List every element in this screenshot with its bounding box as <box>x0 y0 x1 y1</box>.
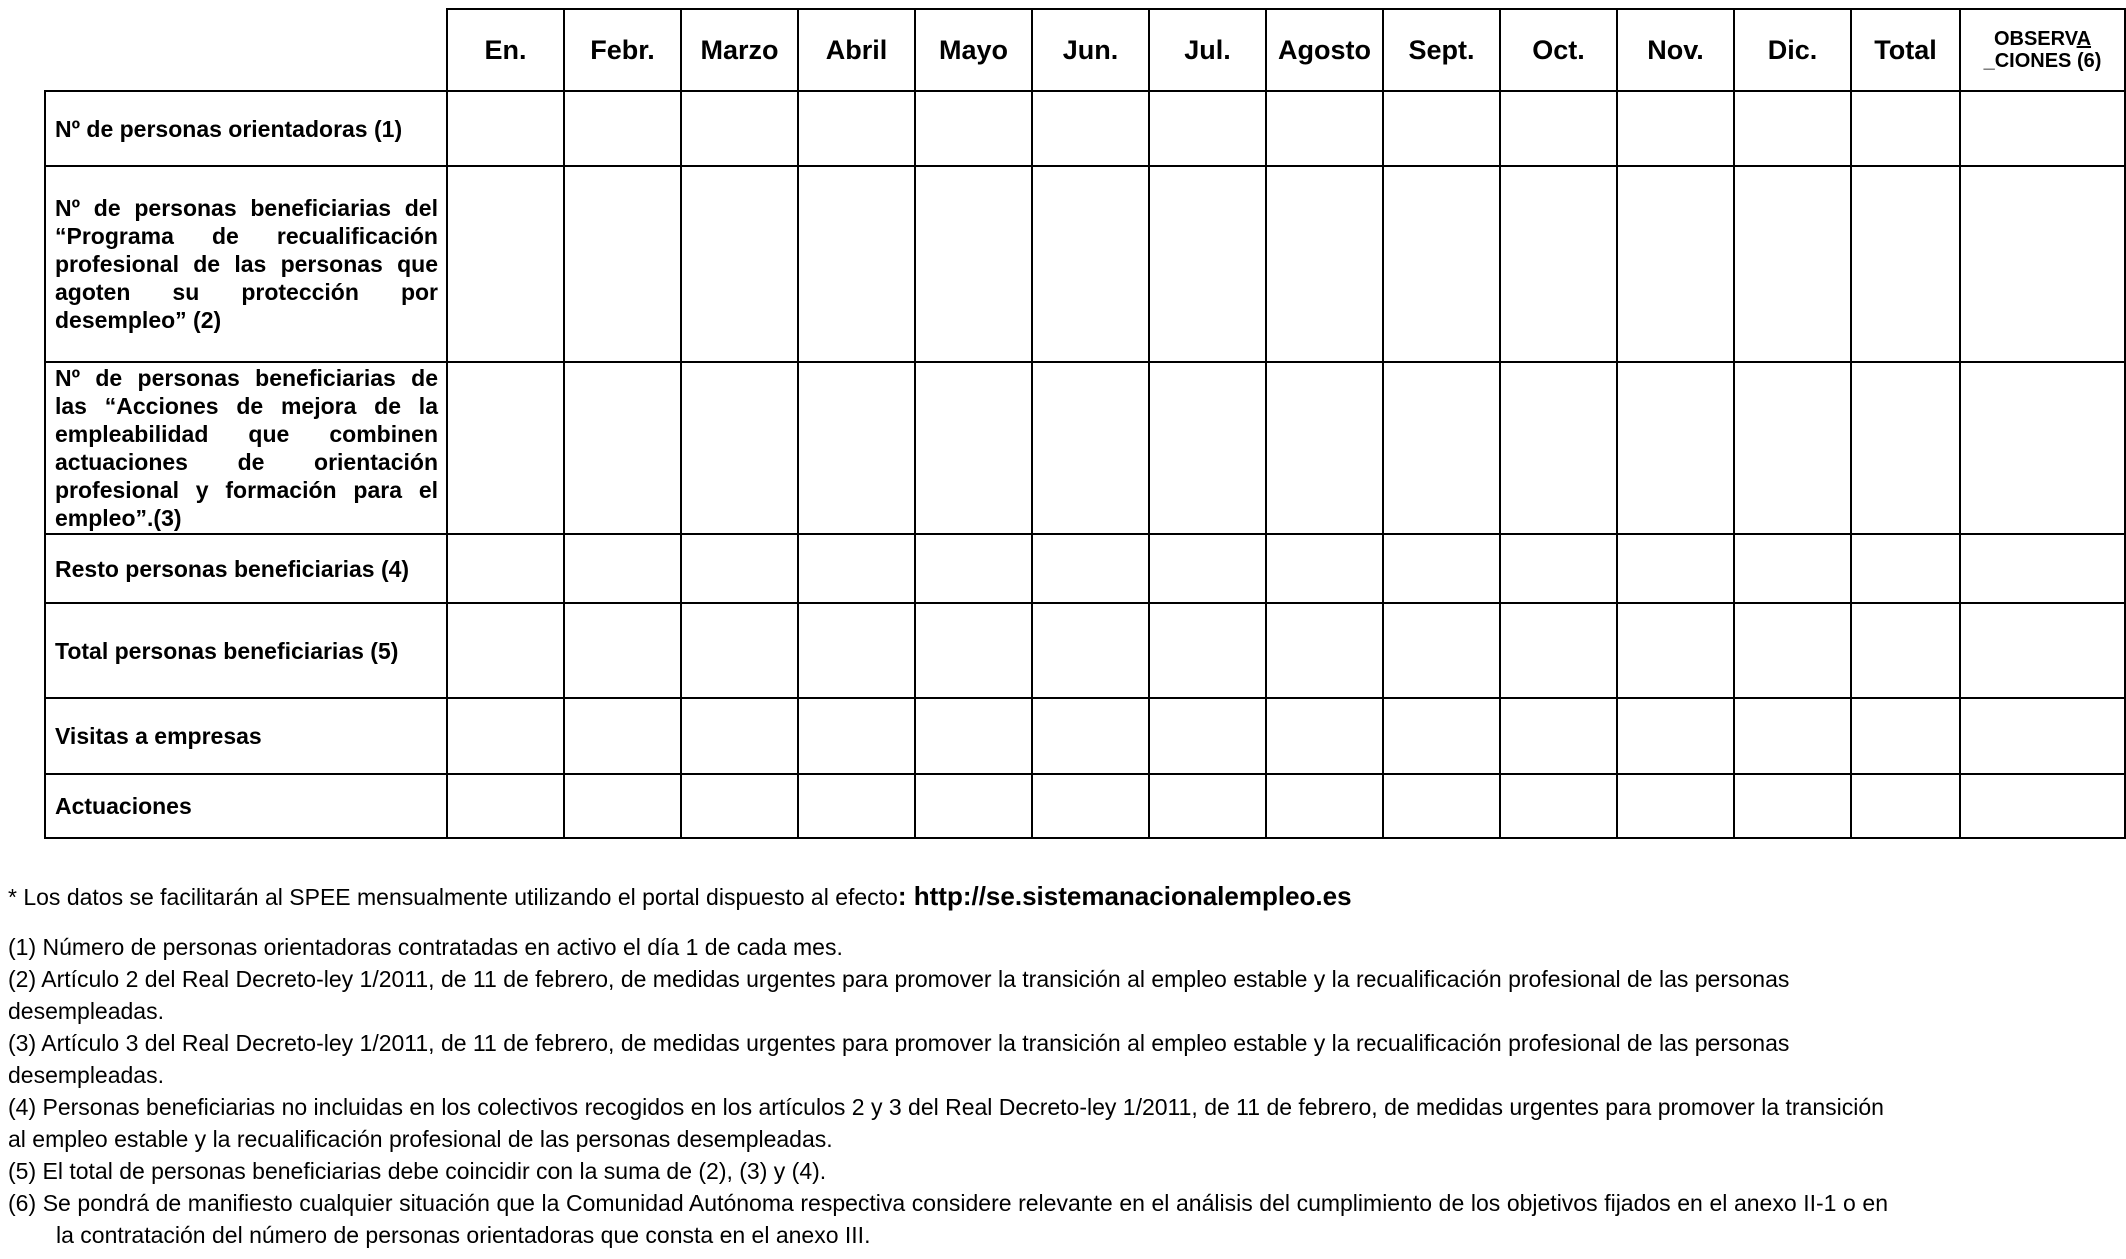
cell-junio <box>1032 166 1149 362</box>
cell-octubre <box>1500 166 1617 362</box>
header-month-septiembre: Sept. <box>1383 9 1500 91</box>
table-row <box>45 362 2125 534</box>
cell-mayo <box>915 698 1032 774</box>
cell-mayo <box>915 362 1032 534</box>
header-month-febrero: Febr. <box>564 9 681 91</box>
cell-total <box>1851 774 1960 838</box>
cell-febrero <box>564 362 681 534</box>
cell-agosto <box>1266 362 1383 534</box>
header-month-diciembre: Dic. <box>1734 9 1851 91</box>
cell-total <box>1851 603 1960 698</box>
cell-enero <box>447 362 564 534</box>
cell-noviembre <box>1617 534 1734 603</box>
footnote-2: (2) Artículo 2 del Real Decreto-ley 1/2011, de 11 de febrero, de medidas urgentes para promover la transición al empleo estable y la recualificación profesional de las personas desempleadas. <box>8 966 1790 1024</box>
table-body <box>45 91 2125 838</box>
observaciones-line1-underlined: A <box>2076 28 2092 50</box>
cell-diciembre <box>1734 603 1851 698</box>
header-month-marzo: Marzo <box>681 9 798 91</box>
cell-mayo <box>915 534 1032 603</box>
cell-febrero <box>564 603 681 698</box>
cell-mayo <box>915 603 1032 698</box>
header-month-abril: Abril <box>798 9 915 91</box>
table-row <box>45 603 2125 698</box>
cell-septiembre <box>1383 603 1500 698</box>
observaciones-line2: _CIONES (6) <box>1983 50 2102 72</box>
cell-agosto <box>1266 603 1383 698</box>
cell-observaciones <box>1960 362 2125 534</box>
observaciones-line1-prefix: OBSERV <box>1993 28 2077 50</box>
table-row <box>45 166 2125 362</box>
header-total: Total <box>1851 9 1960 91</box>
cell-noviembre <box>1617 362 1734 534</box>
cell-noviembre <box>1617 166 1734 362</box>
cell-mayo <box>915 91 1032 166</box>
cell-julio <box>1149 362 1266 534</box>
row-label: Resto personas beneficiarias (4) <box>45 534 447 603</box>
cell-abril <box>798 603 915 698</box>
cell-agosto <box>1266 166 1383 362</box>
footnote-6: (6) Se pondrá de manifiesto cualquier situación que la Comunidad Autónoma respectiva considere relevante en el análisis del cumplimiento de los objetivos fijados en el anexo II-1 o en la contratación del número de personas orientadoras que consta en el anexo III. <box>8 1190 1888 1248</box>
cell-mayo <box>915 774 1032 838</box>
header-row <box>45 9 2125 91</box>
cell-total <box>1851 362 1960 534</box>
row-label: Total personas beneficiarias (5) <box>45 603 447 698</box>
header-month-octubre: Oct. <box>1500 9 1617 91</box>
cell-septiembre <box>1383 698 1500 774</box>
cell-octubre <box>1500 698 1617 774</box>
cell-marzo <box>681 362 798 534</box>
cell-febrero <box>564 534 681 603</box>
header-month-junio: Jun. <box>1032 9 1149 91</box>
cell-febrero <box>564 698 681 774</box>
footnote-4: (4) Personas beneficiarias no incluidas en los colectivos recogidos en los artículos 2 y 3 del Real Decreto-ley 1/2011, de 11 de febrero, de medidas urgentes para promover la transición al empleo estable y la recualificación profesional de las personas desempleadas. <box>8 1094 1884 1152</box>
cell-noviembre <box>1617 603 1734 698</box>
data-note-text: * Los datos se facilitarán al SPEE mensualmente utilizando el portal dispuesto al efecto <box>8 884 898 910</box>
cell-abril <box>798 166 915 362</box>
cell-marzo <box>681 91 798 166</box>
cell-junio <box>1032 362 1149 534</box>
table-row <box>45 91 2125 166</box>
cell-noviembre <box>1617 698 1734 774</box>
cell-mayo <box>915 166 1032 362</box>
cell-julio <box>1149 91 1266 166</box>
data-note-colon: : <box>897 881 914 911</box>
row-label: Nº de personas beneficiarias del “Programa de recualificación profesional de las personas que agoten su protección por desempleo” (2) <box>45 166 447 362</box>
row-label: Nº de personas beneficiarias de las “Acciones de mejora de la empleabilidad que combinen actuaciones de orientación profesional y formación para el empleo”.(3) <box>45 362 447 534</box>
header-month-noviembre: Nov. <box>1617 9 1734 91</box>
cell-junio <box>1032 698 1149 774</box>
cell-marzo <box>681 534 798 603</box>
cell-julio <box>1149 534 1266 603</box>
header-observaciones <box>1960 9 2125 91</box>
cell-octubre <box>1500 603 1617 698</box>
cell-septiembre <box>1383 362 1500 534</box>
header-month-mayo: Mayo <box>915 9 1032 91</box>
table-row <box>45 698 2125 774</box>
header-corner <box>45 9 447 91</box>
cell-abril <box>798 362 915 534</box>
cell-diciembre <box>1734 774 1851 838</box>
row-label: Nº de personas orientadoras (1) <box>45 91 447 166</box>
row-label: Visitas a empresas <box>45 698 447 774</box>
footnotes-list <box>8 931 1888 1251</box>
cell-febrero <box>564 91 681 166</box>
cell-junio <box>1032 603 1149 698</box>
cell-observaciones <box>1960 774 2125 838</box>
cell-marzo <box>681 166 798 362</box>
cell-diciembre <box>1734 362 1851 534</box>
header-month-julio: Jul. <box>1149 9 1266 91</box>
cell-agosto <box>1266 698 1383 774</box>
cell-total <box>1851 698 1960 774</box>
cell-abril <box>798 774 915 838</box>
row-label: Actuaciones <box>45 774 447 838</box>
cell-diciembre <box>1734 698 1851 774</box>
cell-diciembre <box>1734 534 1851 603</box>
cell-julio <box>1149 774 1266 838</box>
cell-abril <box>798 698 915 774</box>
footnote-1: (1) Número de personas orientadoras contratadas en activo el día 1 de cada mes. <box>8 934 843 960</box>
cell-enero <box>447 603 564 698</box>
cell-enero <box>447 698 564 774</box>
cell-marzo <box>681 774 798 838</box>
cell-abril <box>798 91 915 166</box>
cell-febrero <box>564 774 681 838</box>
cell-abril <box>798 534 915 603</box>
cell-enero <box>447 774 564 838</box>
cell-septiembre <box>1383 534 1500 603</box>
header-month-agosto: Agosto <box>1266 9 1383 91</box>
notes-section <box>8 880 1888 1251</box>
cell-diciembre <box>1734 91 1851 166</box>
table-row <box>45 774 2125 838</box>
cell-octubre <box>1500 91 1617 166</box>
cell-agosto <box>1266 534 1383 603</box>
cell-enero <box>447 166 564 362</box>
cell-junio <box>1032 534 1149 603</box>
cell-enero <box>447 91 564 166</box>
cell-julio <box>1149 603 1266 698</box>
cell-observaciones <box>1960 91 2125 166</box>
cell-total <box>1851 166 1960 362</box>
cell-enero <box>447 534 564 603</box>
cell-observaciones <box>1960 603 2125 698</box>
cell-agosto <box>1266 91 1383 166</box>
cell-julio <box>1149 698 1266 774</box>
cell-marzo <box>681 698 798 774</box>
portal-url-link[interactable]: http://se.sistemanacionalempleo.es <box>913 881 1352 911</box>
data-submission-note <box>8 880 1888 913</box>
header-month-enero: En. <box>447 9 564 91</box>
cell-noviembre <box>1617 91 1734 166</box>
cell-septiembre <box>1383 774 1500 838</box>
cell-noviembre <box>1617 774 1734 838</box>
cell-marzo <box>681 603 798 698</box>
cell-observaciones <box>1960 166 2125 362</box>
cell-julio <box>1149 166 1266 362</box>
cell-febrero <box>564 166 681 362</box>
cell-junio <box>1032 91 1149 166</box>
cell-octubre <box>1500 534 1617 603</box>
footnote-3: (3) Artículo 3 del Real Decreto-ley 1/2011, de 11 de febrero, de medidas urgentes para promover la transición al empleo estable y la recualificación profesional de las personas desempleadas. <box>8 1030 1790 1088</box>
cell-observaciones <box>1960 534 2125 603</box>
cell-diciembre <box>1734 166 1851 362</box>
cell-junio <box>1032 774 1149 838</box>
cell-observaciones <box>1960 698 2125 774</box>
table-row <box>45 534 2125 603</box>
cell-agosto <box>1266 774 1383 838</box>
cell-octubre <box>1500 774 1617 838</box>
cell-total <box>1851 534 1960 603</box>
cell-septiembre <box>1383 91 1500 166</box>
footnote-5: (5) El total de personas beneficiarias debe coincidir con la suma de (2), (3) y (4). <box>8 1158 827 1184</box>
cell-septiembre <box>1383 166 1500 362</box>
monthly-report-table <box>44 8 2126 839</box>
cell-octubre <box>1500 362 1617 534</box>
cell-total <box>1851 91 1960 166</box>
